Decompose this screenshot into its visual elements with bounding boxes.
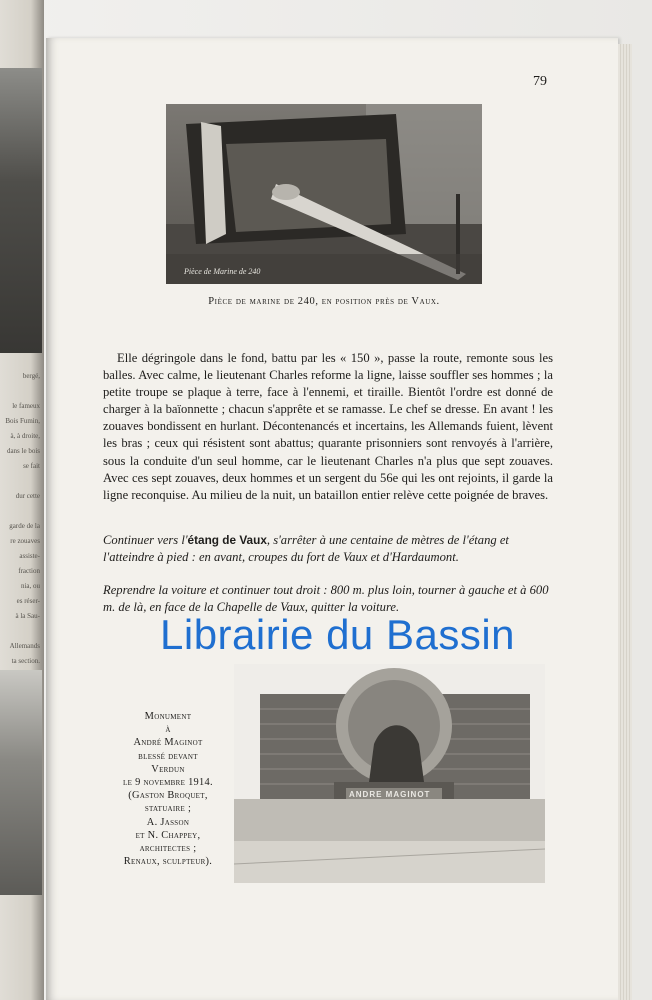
previous-page-line: Allemands (9, 642, 40, 650)
previous-page-photo (0, 68, 42, 353)
previous-page-line: ta section. (11, 657, 40, 665)
page-stack-edge (618, 44, 632, 1000)
caption-line: architectes ; (139, 843, 197, 855)
previous-page-line: dur cette (15, 492, 40, 500)
figure-caption: Pièce de marine de 240, en position près de Vaux. (208, 296, 440, 307)
naval-gun-photo (166, 104, 482, 284)
body-paragraph: Elle dégringole dans le fond, battu par les « 150 », passe la route, remonte sous les balles. Avec calme, le lieutenant Charles reforme la ligne, laisse souffler ses hommes ; la petite troupe se plaque à terre, face à l'ennemi, et tiraille. Bientôt l'ordre est donné de charger à la baïonnette ; chacun s'apprête et se ramasse. Le chef se dresse. En avant ! les zouaves bondissent en hurlant. Décontenancés et incertains, les Allemands fuient, lèvent les bras ; ceux qui résistent sont abattus; quarante prisonniers sont renvoyés à l'arrière, sous la conduite d'un seul homme, car le lieutenant Charles n'a plus que sept zouaves. Avec ces sept zouaves, deux hommes et un sergent du 56e qui les ont rejoints, il garde la ligne reconquise. Au milieu de la nuit, un bataillon entier relève cette poignée de braves. (103, 351, 553, 502)
caption-line: (Gaston Broquet, (128, 790, 208, 802)
caption-line: A. Jasson (146, 816, 190, 828)
directions-text: Reprendre la voiture et continuer tout droit : 800 m. plus loin, tourner à gauche et à 600 m. de là, en face de la Chapelle de Vaux, quitter la voiture. (103, 583, 549, 614)
previous-page-line: es réser- (16, 597, 40, 605)
photo-inscription: Pièce de Marine de 240 (184, 267, 261, 276)
caption-line: Renaux, sculpteur). (123, 856, 213, 868)
previous-page-line: garde de la (9, 522, 40, 530)
previous-page-line: dans le bois (6, 447, 40, 455)
caption-line: le 9 novembre 1914. (123, 777, 213, 789)
directions-paragraph (103, 532, 553, 565)
previous-page-line: Bois Fumin, (5, 417, 40, 425)
previous-page-line: re zouaves (10, 537, 40, 545)
page-number: 79 (533, 74, 547, 89)
body-text (103, 350, 553, 504)
previous-page-edge (0, 0, 44, 1000)
directions-text: , s'arrêter à une centaine de mètres de l'étang et l'atteindre à pied : en avant, croupes du fort de Vaux et d'Hardaumont. (103, 533, 509, 564)
caption-line: blessé devant (138, 750, 198, 762)
maginot-monument-photo (234, 664, 545, 883)
caption-line: statuaire ; (144, 803, 192, 815)
previous-page-line: se fait (23, 462, 40, 470)
caption-line: Verdun (151, 763, 185, 775)
caption-line: et N. Chappey, (135, 829, 201, 841)
previous-page-line: assiste- (19, 552, 40, 560)
previous-page-photo-lower (0, 670, 42, 895)
place-name: étang de Vaux (187, 533, 267, 547)
previous-page-line: à la Sau- (15, 612, 40, 620)
previous-page-line: bergé, (22, 372, 40, 380)
monument-plaque: ANDRE MAGINOT (349, 790, 431, 799)
previous-page-line: nia, ou (20, 582, 40, 590)
caption-line: à (165, 724, 171, 736)
caption-line: André Maginot (133, 737, 203, 749)
previous-page-line: fraction (18, 567, 40, 575)
previous-page-line: le fameux (12, 402, 40, 410)
seller-watermark: Librairie du Bassin (160, 611, 516, 658)
monument-caption (104, 710, 232, 868)
caption-line: Monument (144, 711, 192, 722)
previous-page-line: à, à droite, (10, 432, 40, 440)
directions-text: Continuer vers l' (103, 533, 188, 547)
